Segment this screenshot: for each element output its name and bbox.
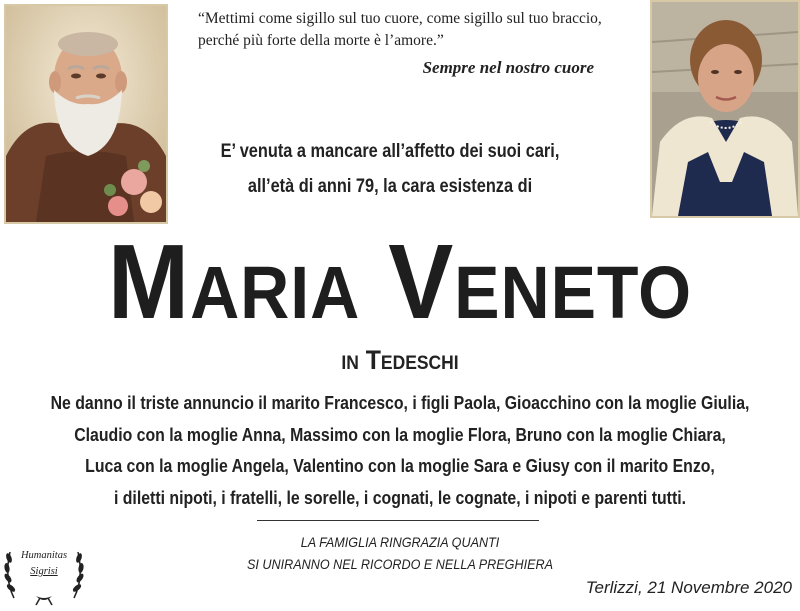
saint-portrait <box>4 4 168 224</box>
bible-quote <box>198 8 608 52</box>
intro-text <box>209 134 570 204</box>
intro-line-2: all’età di anni 79, la cara esistenza di <box>247 176 533 197</box>
announcement-line: Luca con la moglie Angela, Valentino con la moglie Sara e Giusy con il marito Enzo, <box>85 456 715 476</box>
quote-line-1: “Mettimi come sigillo sul tuo cuore, come sigillo sul tuo braccio, <box>198 10 602 27</box>
deceased-name: Maria Veneto <box>107 223 693 341</box>
announcement-line: Ne danno il triste annuncio il marito Francesco, i figli Paola, Gioacchino con la moglie Giulia, <box>50 393 750 413</box>
announcement-line: Claudio con la moglie Anna, Massimo con la moglie Flora, Bruno con la moglie Chiara, <box>74 424 726 445</box>
quote-signature: Sempre nel nostro cuore <box>422 58 594 77</box>
intro-line-1: E’ venuta a mancare all’affetto dei suoi cari, <box>220 141 560 162</box>
thanks-line-2: SI UNIRANNO NEL RICORDO E NELLA PREGHIERA <box>247 556 553 572</box>
logo-text-line-2: Sigrisi <box>30 566 58 577</box>
announcement-text <box>0 388 800 514</box>
place-and-date: Terlizzi, 21 Novembre 2020 <box>585 578 792 597</box>
funeral-home-logo <box>0 538 88 606</box>
married-name: in Tedeschi <box>341 345 459 375</box>
announcement-line: i diletti nipoti, i fratelli, le sorelle, i cognati, le cognate, i nipoti e parenti tutti. <box>113 487 687 508</box>
deceased-portrait-image <box>652 2 798 216</box>
deceased-portrait <box>650 0 800 218</box>
saint-portrait-image <box>6 6 166 222</box>
family-thanks <box>200 531 600 575</box>
divider-line <box>257 520 539 521</box>
logo-text-line-1: Humanitas <box>20 550 68 561</box>
quote-line-2: perché più forte della morte è l’amore.” <box>198 32 444 49</box>
thanks-line-1: LA FAMIGLIA RINGRAZIA QUANTI <box>300 534 500 550</box>
